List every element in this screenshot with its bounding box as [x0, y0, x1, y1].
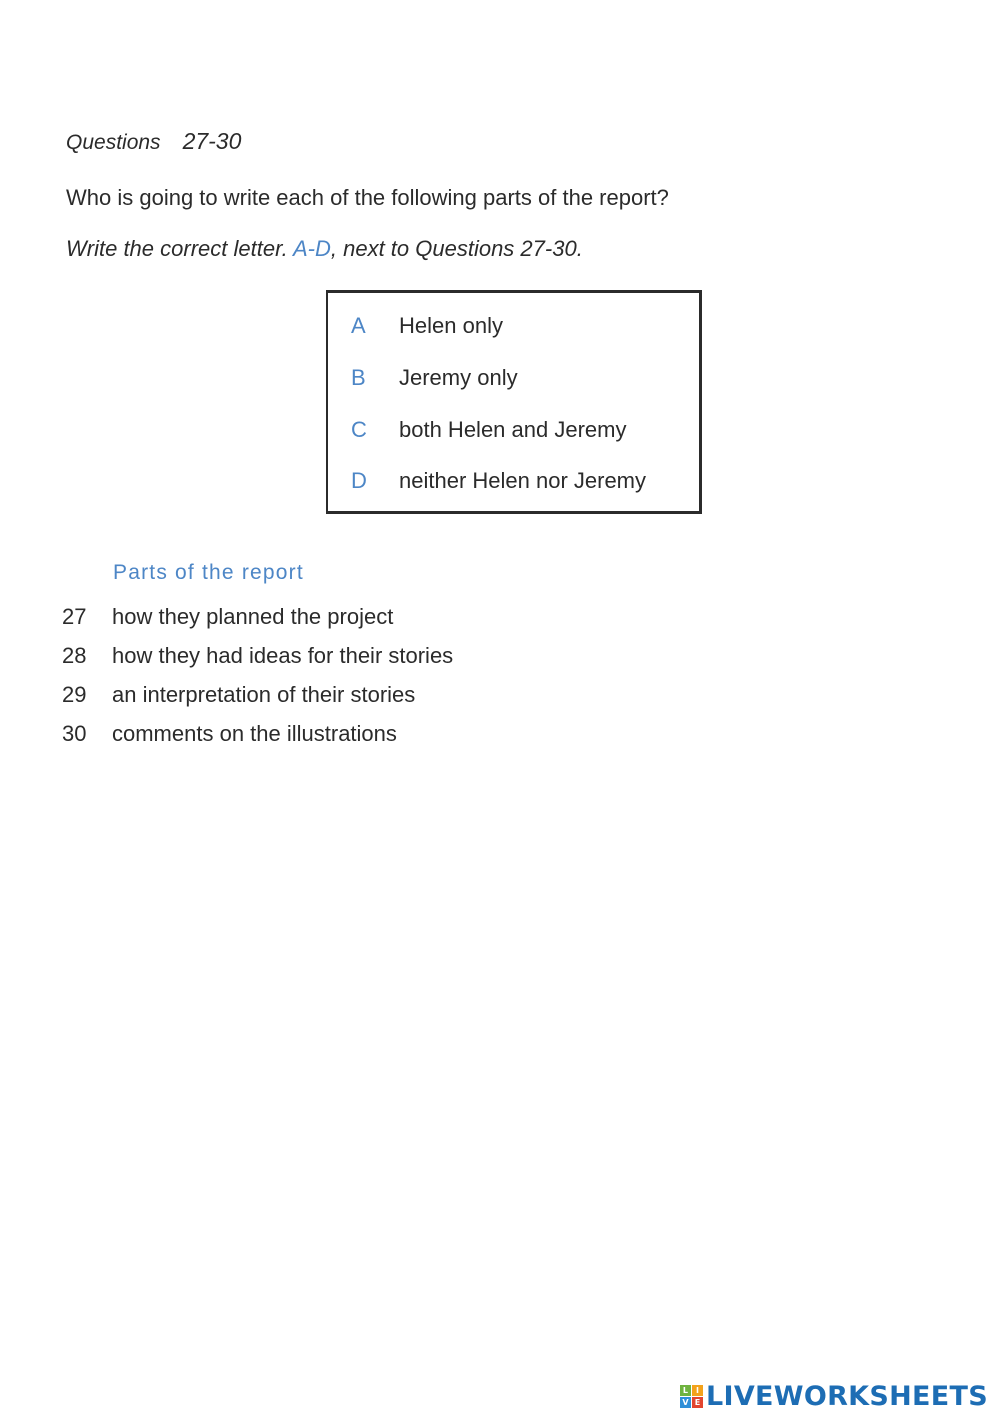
question-text: comments on the illustrations [112, 721, 397, 746]
options-box [326, 290, 702, 514]
sub-instruction [66, 236, 583, 262]
option-letter: B [351, 365, 366, 390]
logo-grid-cell: I [692, 1385, 703, 1396]
questions-heading-label: Questions [66, 131, 161, 154]
option-letter: C [351, 417, 367, 442]
option-text: neither Helen nor Jeremy [399, 468, 647, 493]
question-number: 28 [62, 643, 87, 668]
parts-heading: Parts of the report [113, 561, 304, 584]
logo-text: LIVEWORKSHEETS [705, 1380, 988, 1412]
question-number: 27 [62, 604, 87, 629]
question-number: 30 [62, 721, 87, 746]
logo-grid-cell: L [680, 1385, 691, 1396]
option-text: Jeremy only [399, 365, 518, 390]
option-letter: A [351, 313, 366, 338]
liveworksheets-logo[interactable] [680, 1380, 988, 1412]
option-text: Helen only [399, 313, 503, 338]
question-text: how they planned the project [112, 604, 394, 629]
logo-grid-cell: E [692, 1397, 703, 1408]
logo-grid-icon [680, 1385, 703, 1408]
questions-heading [66, 128, 241, 155]
question-text: how they had ideas for their stories [112, 643, 454, 668]
question-number: 29 [62, 682, 87, 707]
option-letter: D [351, 468, 367, 493]
option-text: both Helen and Jeremy [399, 417, 627, 442]
logo-grid-cell: V [680, 1397, 691, 1408]
question-text: an interpretation of their stories [112, 682, 416, 707]
sub-instruction-letters: A-D [292, 236, 331, 261]
instruction-text: Who is going to write each of the following parts of the report? [66, 185, 669, 210]
questions-heading-range: 27-30 [182, 128, 242, 154]
sub-instruction-after: , next to Questions 27-30. [330, 236, 583, 261]
sub-instruction-before: Write the correct letter. [66, 236, 293, 261]
